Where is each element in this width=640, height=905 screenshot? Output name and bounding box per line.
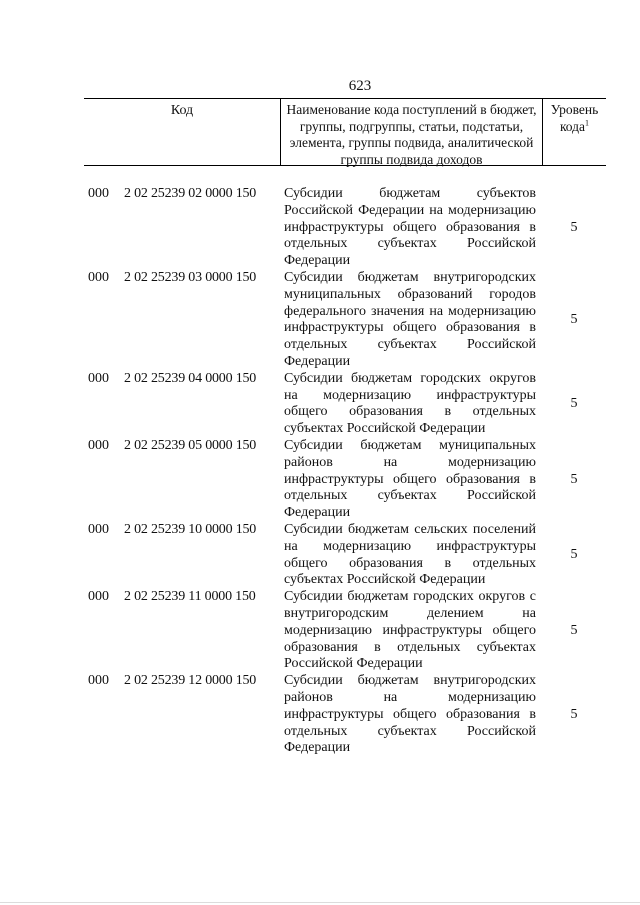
row-level: 5 xyxy=(570,547,578,563)
row-code: 2 02 25239 03 0000 150 xyxy=(124,269,257,285)
row-level: 5 xyxy=(570,706,578,722)
row-prefix: 000 xyxy=(88,521,109,537)
table-row xyxy=(84,589,606,673)
row-code: 2 02 25239 12 0000 150 xyxy=(124,673,257,689)
row-name: Субсидии бюджетам субъектов Российской Федерации на модернизацию инфраструктуры общего образования в отдельных субъектах Российской Федерации xyxy=(284,186,536,269)
row-level: 5 xyxy=(570,395,578,411)
table-body xyxy=(84,186,606,757)
row-level: 5 xyxy=(570,622,578,638)
row-name: Субсидии бюджетам сельских поселений на модернизацию инфраструктуры общего образования в отдельных субъектах Российской Федерации xyxy=(284,521,536,588)
row-prefix: 000 xyxy=(88,186,109,201)
row-code: 2 02 25239 02 0000 150 xyxy=(124,186,257,201)
row-code: 2 02 25239 10 0000 150 xyxy=(124,521,257,537)
table-row xyxy=(84,438,606,522)
income-codes-table xyxy=(84,98,606,757)
header-code: Код xyxy=(170,103,194,118)
row-code: 2 02 25239 05 0000 150 xyxy=(124,437,257,453)
header-level xyxy=(542,99,606,165)
row-prefix: 000 xyxy=(88,673,109,689)
row-name: Субсидии бюджетам внутригородских муниципальных образований городов федерального значения на модернизацию инфраструктуры общего образования в отдельных субъектах Российской Федерации xyxy=(284,269,536,369)
row-prefix: 000 xyxy=(88,269,109,285)
table-row xyxy=(84,522,606,589)
table-row xyxy=(84,270,606,371)
page-number: 623 xyxy=(348,78,372,94)
row-level: 5 xyxy=(570,311,578,327)
page-bottom-edge xyxy=(0,902,640,903)
row-level: 5 xyxy=(570,471,578,487)
table-header xyxy=(84,98,606,166)
row-code: 2 02 25239 04 0000 150 xyxy=(124,370,257,386)
row-name: Субсидии бюджетам городских округов на модернизацию инфраструктуры общего образования в отдельных субъектах Российской Федерации xyxy=(284,370,536,437)
header-name: Наименование кода поступлений в бюджет, группы, подгруппы, статьи, подстатьи, элемента, группы подвида, аналитической группы подвида доходов xyxy=(280,99,542,165)
row-prefix: 000 xyxy=(88,370,109,386)
row-name: Субсидии бюджетам городских округов с внутригородским делением на модернизацию инфраструктуры общего образования в отдельных субъектах Российской Федерации xyxy=(284,589,536,672)
row-name: Субсидии бюджетам внутригородских районов на модернизацию инфраструктуры общего образования в отдельных субъектах Российской Федерации xyxy=(284,673,536,756)
row-code: 2 02 25239 11 0000 150 xyxy=(124,589,256,605)
header-level-label: Уровень кода xyxy=(550,102,599,134)
row-name: Субсидии бюджетам муниципальных районов на модернизацию инфраструктуры общего образования в отдельных субъектах Российской Федерации xyxy=(284,437,536,521)
table-row xyxy=(84,673,606,757)
row-level: 5 xyxy=(570,219,578,235)
table-row xyxy=(84,186,606,270)
row-prefix: 000 xyxy=(88,437,109,453)
row-prefix: 000 xyxy=(88,589,109,605)
table-row xyxy=(84,371,606,438)
header-level-footnote: 1 xyxy=(585,118,590,127)
